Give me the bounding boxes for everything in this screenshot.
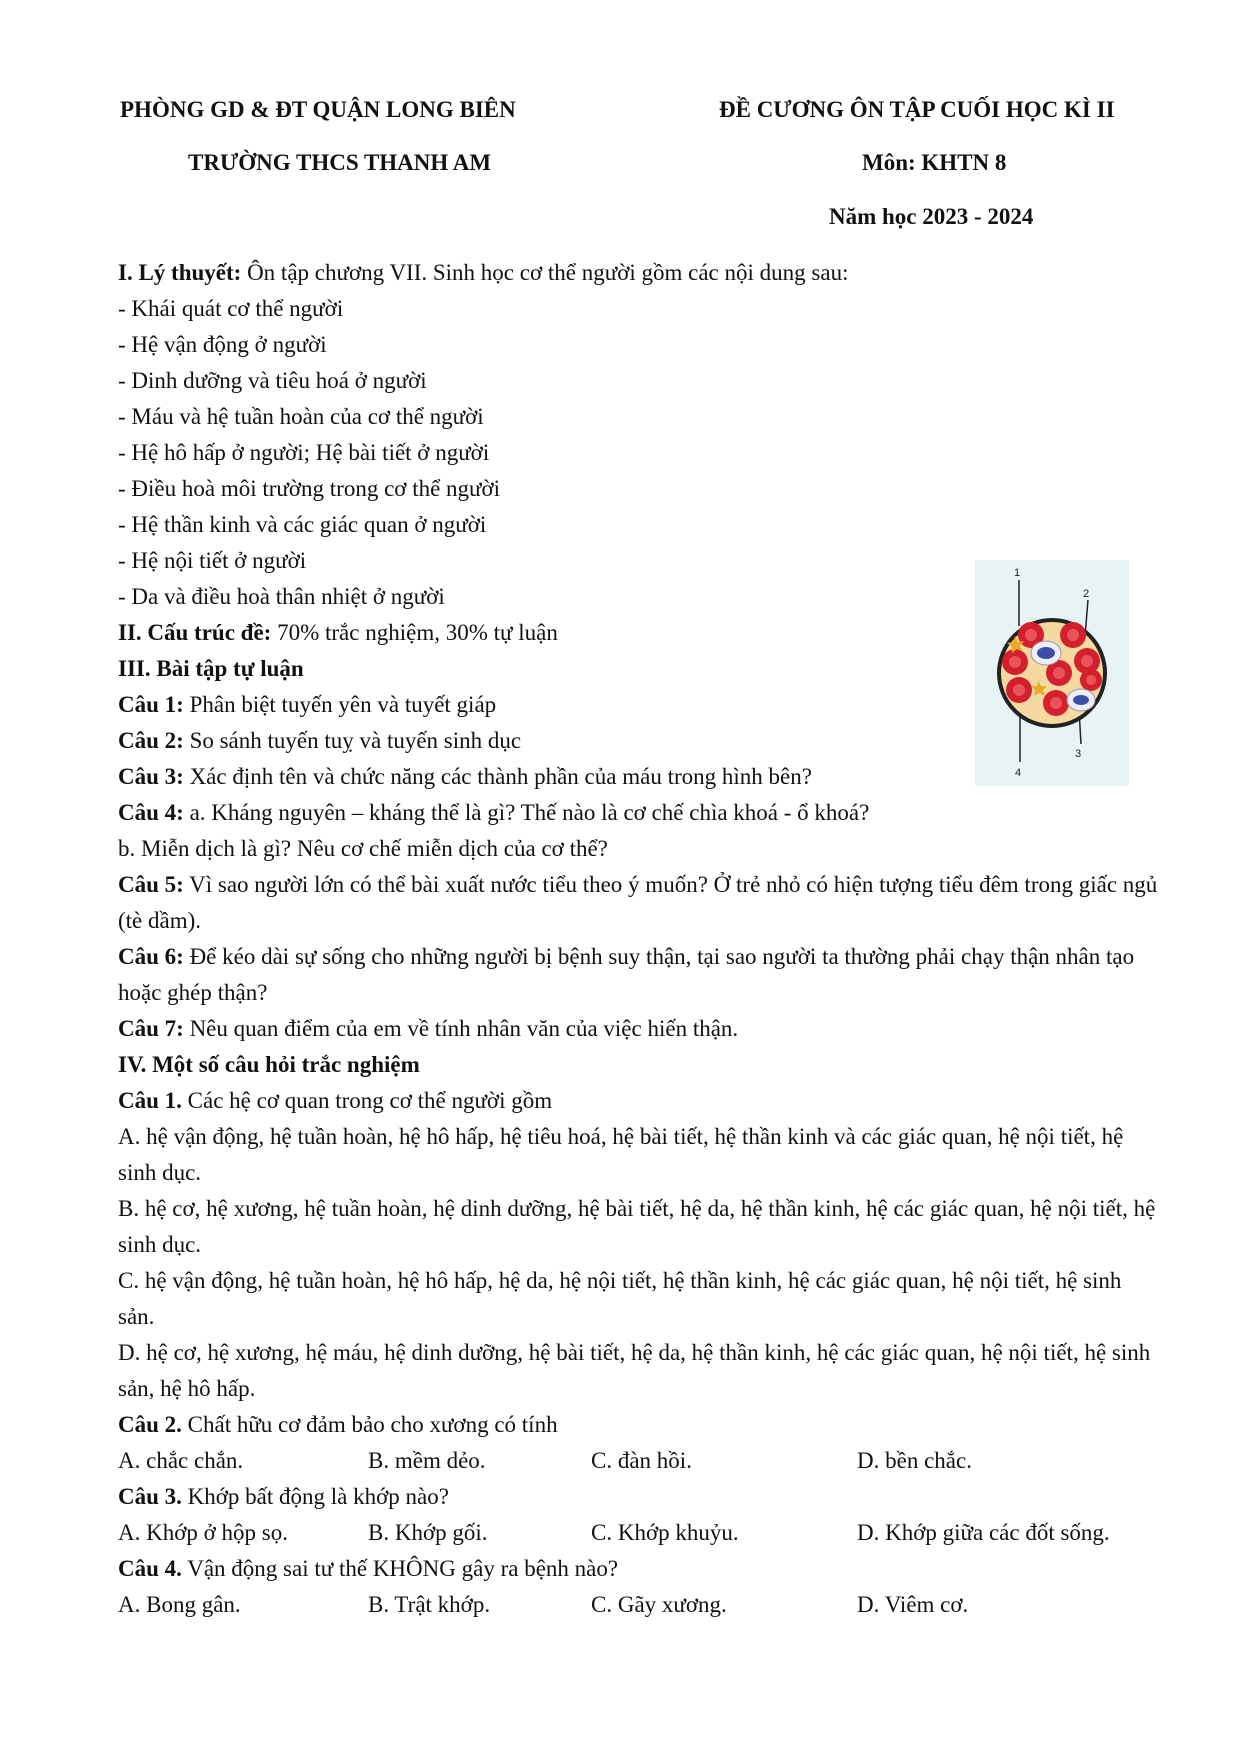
section-structure <box>118 615 1163 651</box>
essay-question: Câu 7: Nêu quan điểm của em về tính nhân văn của việc hiến thận. <box>118 1016 739 1041</box>
quiz-option: A. Bong gân. <box>118 1592 241 1617</box>
document-body <box>118 255 1163 1623</box>
quiz-option: C. hệ vận động, hệ tuần hoàn, hệ hô hấp, hệ da, hệ nội tiết, hệ thần kinh, hệ các giác quan, hệ nội tiết, hệ sinh sản. <box>118 1268 1122 1329</box>
list-item: - Dinh dưỡng và tiêu hoá ở người <box>118 368 427 393</box>
list-item: - Hệ thần kinh và các giác quan ở người <box>118 512 487 537</box>
figure-label-1: 1 <box>1014 567 1021 579</box>
quiz-options-row <box>118 1587 1163 1623</box>
school-year: Năm học 2023 - 2024 <box>829 204 1034 229</box>
list-item: - Khái quát cơ thể người <box>118 296 344 321</box>
list-item: - Da và điều hoà thân nhiệt ở người <box>118 584 445 609</box>
essay-question: Câu 2: So sánh tuyến tuỵ và tuyến sinh dục <box>118 728 522 753</box>
quiz-option: A. chắc chắn. <box>118 1448 244 1473</box>
figure-label-3: 3 <box>1075 748 1082 760</box>
quiz-option: B. Khớp gối. <box>368 1520 488 1545</box>
essay-question-part: b. Miễn dịch là gì? Nêu cơ chế miễn dịch của cơ thể? <box>118 836 608 861</box>
quiz-option: A. Khớp ở hộp sọ. <box>118 1520 288 1545</box>
essay-question: Câu 3: Xác định tên và chức năng các thành phần của máu trong hình bên? <box>118 764 812 789</box>
quiz-option: B. hệ cơ, hệ xương, hệ tuần hoàn, hệ dinh dưỡng, hệ bài tiết, hệ da, hệ thần kinh, hệ các giác quan, hệ nội tiết, hệ sinh dục. <box>118 1196 1156 1257</box>
section-quiz-heading: IV. Một số câu hỏi trắc nghiệm <box>118 1052 420 1077</box>
quiz-question: Câu 4. Vận động sai tư thế KHÔNG gây ra bệnh nào? <box>118 1556 619 1581</box>
section-text: Ôn tập chương VII. Sinh học cơ thể người gồm các nội dung sau: <box>241 260 849 285</box>
section-heading: I. Lý thuyết: <box>118 260 242 285</box>
quiz-option: B. mềm dẻo. <box>368 1448 486 1473</box>
school-name: TRƯỜNG THCS THANH AM <box>188 150 492 175</box>
quiz-option: D. hệ cơ, hệ xương, hệ máu, hệ dinh dưỡng, hệ bài tiết, hệ da, hệ thần kinh, hệ các giác quan, hệ nội tiết, hệ sinh sản, hệ hô hấp. <box>118 1340 1151 1401</box>
document-title: ĐỀ CƯƠNG ÔN TẬP CUỐI HỌC KÌ II <box>719 97 1115 122</box>
list-item: - Điều hoà môi trường trong cơ thể người <box>118 476 501 501</box>
quiz-question: Câu 1. Các hệ cơ quan trong cơ thể người gồm <box>118 1088 553 1113</box>
quiz-option: C. Gãy xương. <box>591 1592 727 1617</box>
section-essay-heading: III. Bài tập tự luận <box>118 656 304 681</box>
list-item: - Hệ vận động ở người <box>118 332 327 357</box>
quiz-option: B. Trật khớp. <box>368 1592 491 1617</box>
section-theory-intro <box>118 255 1163 291</box>
essay-question: Câu 5: Vì sao người lớn có thể bài xuất nước tiểu theo ý muốn? Ở trẻ nhỏ có hiện tượng tiểu đêm trong giấc ngủ (tè dầm). <box>118 872 1158 933</box>
figure-label-2: 2 <box>1083 588 1090 600</box>
quiz-options-row <box>118 1515 1163 1551</box>
list-item: - Hệ hô hấp ở người; Hệ bài tiết ở người <box>118 440 490 465</box>
essay-question: Câu 1: Phân biệt tuyến yên và tuyết giáp <box>118 692 497 717</box>
quiz-option: D. Khớp giữa các đốt sống. <box>857 1520 1110 1545</box>
section-text: 70% trắc nghiệm, 30% tự luận <box>271 620 558 645</box>
figure-label-4: 4 <box>1015 767 1022 779</box>
essay-question: Câu 4: a. Kháng nguyên – kháng thể là gì? Thế nào là cơ chế chìa khoá - ổ khoá? <box>118 800 870 825</box>
essay-question: Câu 6: Để kéo dài sự sống cho những người bị bệnh suy thận, tại sao người ta thường phải chạy thận nhân tạo hoặc ghép thận? <box>118 944 1135 1005</box>
school-department: PHÒNG GD & ĐT QUẬN LONG BIÊN <box>120 97 516 122</box>
quiz-option: A. hệ vận động, hệ tuần hoàn, hệ hô hấp, hệ tiêu hoá, hệ bài tiết, hệ thần kinh và các giác quan, hệ nội tiết, hệ sinh dục. <box>118 1124 1124 1185</box>
section-heading: II. Cấu trúc đề: <box>118 620 272 645</box>
list-item: - Hệ nội tiết ở người <box>118 548 307 573</box>
quiz-option: C. đàn hồi. <box>591 1448 692 1473</box>
quiz-option: D. bền chắc. <box>857 1448 972 1473</box>
quiz-question: Câu 3. Khớp bất động là khớp nào? <box>118 1484 449 1509</box>
quiz-option: C. Khớp khuỷu. <box>591 1520 739 1545</box>
quiz-options-row <box>118 1443 1163 1479</box>
list-item: - Máu và hệ tuần hoàn của cơ thể người <box>118 404 484 429</box>
quiz-question: Câu 2. Chất hữu cơ đảm bảo cho xương có tính <box>118 1412 558 1437</box>
quiz-option: D. Viêm cơ. <box>857 1592 969 1617</box>
subject: Môn: KHTN 8 <box>862 150 1007 175</box>
